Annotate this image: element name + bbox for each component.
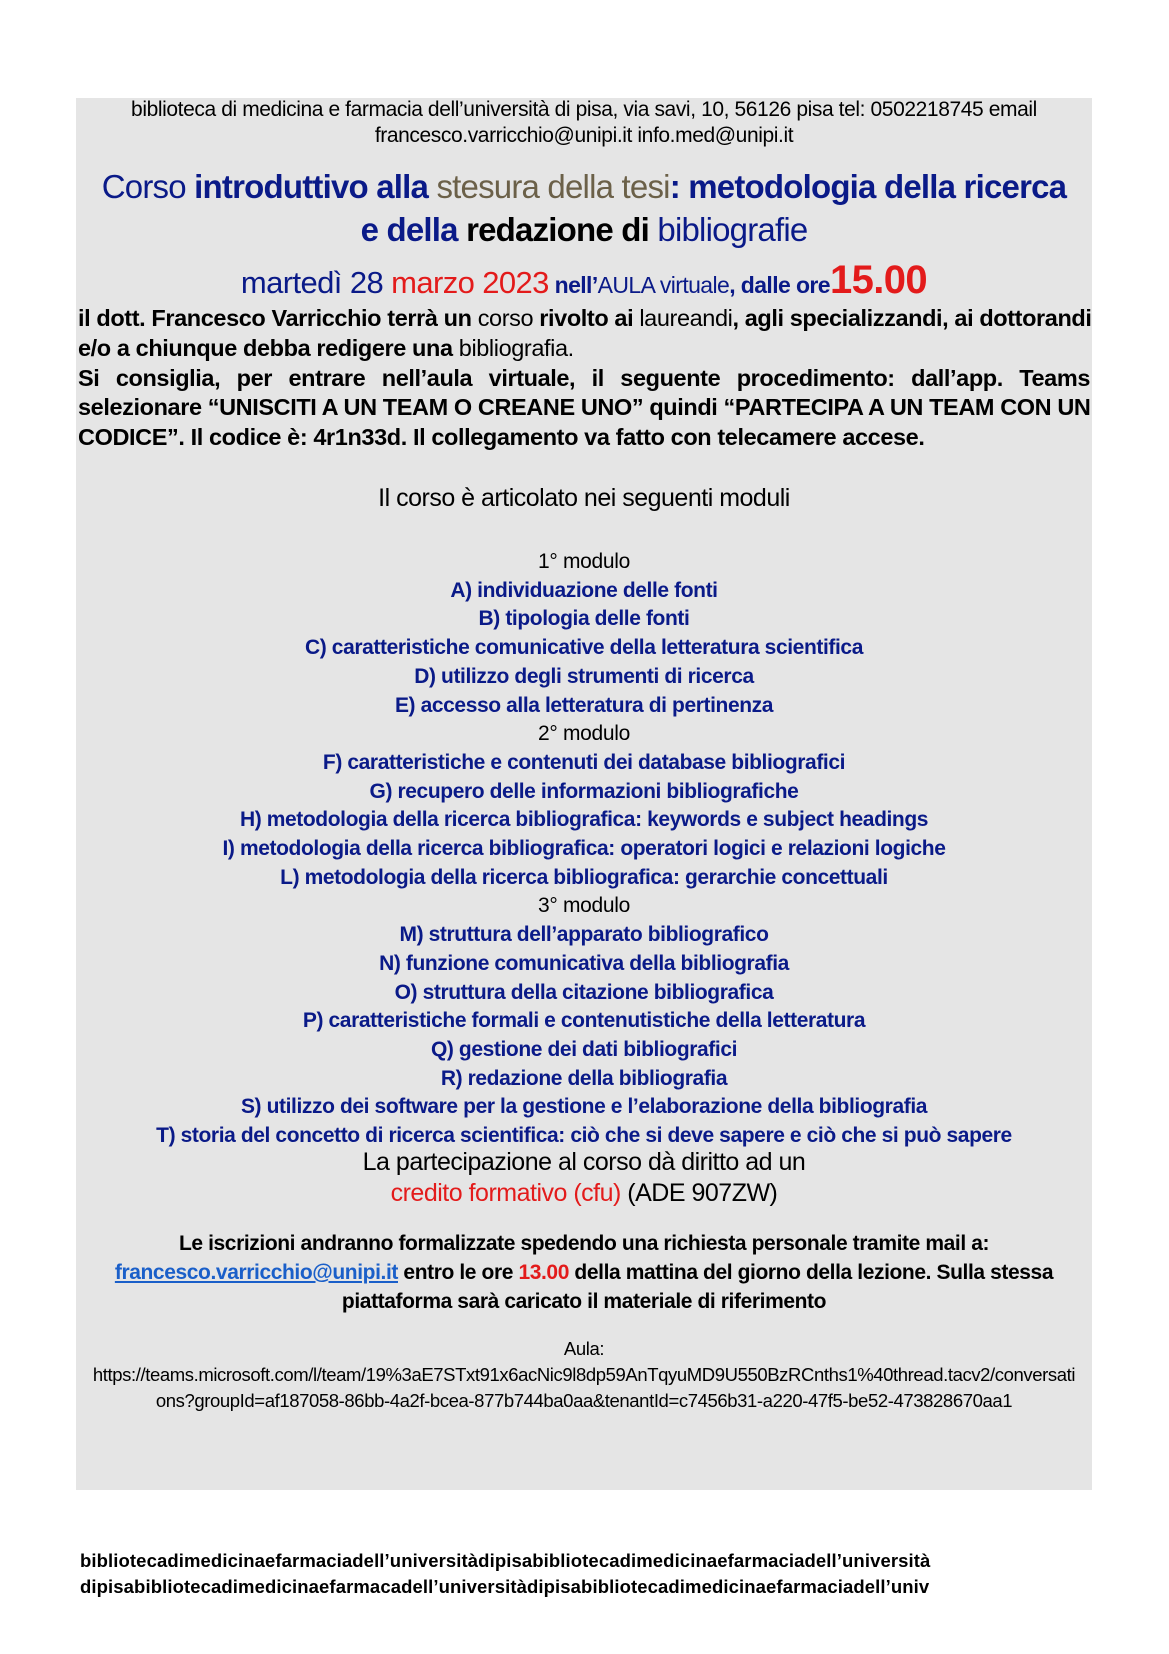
date-day: martedì 28 [240,265,392,300]
intro-line-3: Si consiglia, per entrare nell’aula virtuale, il seguente procedimento: dall’app. Teams [78,365,1090,391]
module-item: G) recupero delle informazioni bibliografiche [369,779,799,803]
intro-line-4: selezionare “UNISCITI A UN TEAM O CREANE UNO” quindi “PARTECIPA A UN TEAM CON UN [78,394,1091,420]
module-label: 3° modulo [537,894,631,918]
registration-time: 13.00 [518,1261,569,1284]
intro-part: il dott. Francesco Varricchio terrà un [78,305,472,331]
intro-part: corso [471,305,540,331]
aula-label: Aula: [563,1338,605,1359]
title-part: introduttivo alla [194,168,429,205]
intro-part: rivolto ai [539,305,634,331]
modules-intro: Il corso è articolato nei seguenti moduli [378,484,790,512]
module-item: E) accesso alla letteratura di pertinenza [394,693,774,717]
intro-part: e/o a chiunque debba redigere una [78,335,453,361]
module-item: N) funzione comunicativa della bibliografia [379,951,789,975]
aula-url-line-2[interactable]: ons?groupId=af187058-86bb-4a2f-bcea-877b744ba0aa&tenantId=c7456b31-a220-47f5-be52-473828670aa1 [155,1390,1013,1411]
date-aula: AULA virtuale [597,272,730,298]
module-item: B) tipologia delle fonti [478,607,690,631]
date-time: 15.00 [829,258,928,302]
intro-line-2 [78,335,1090,362]
module-item: D) utilizzo degli strumenti di ricerca [414,664,754,688]
module-item: Q) gestione dei dati bibliografici [430,1037,738,1061]
intro-part: bibliografia. [452,335,574,361]
intro-part: laureandi [633,305,733,331]
title-part: e della [360,211,467,248]
module-item: T) storia del concetto di ricerca scientifica: ciò che si deve sapere e ciò che si può sapere [156,1124,1012,1147]
title-part: Corso [101,168,195,205]
module-item: O) struttura della citazione bibliografica [394,980,774,1004]
intro-part: , agli specializzandi, ai dottorandi [732,305,1092,331]
intro-line-5: CODICE”. Il codice è: 4r1n33d. Il collegamento va fatto con telecamere accese. [78,424,925,450]
module-item: P) caratteristiche formali e contenutistiche della letteratura [302,1009,866,1033]
registration-line-1: Le iscrizioni andranno formalizzate spedendo una richiesta personale tramite mail a: [178,1232,990,1255]
module-item: L) metodologia della ricerca bibliografica: gerarchie concettuali [280,865,888,889]
title-part: redazione di [466,211,650,248]
module-item: R) redazione della bibliografia [440,1066,728,1090]
flyer-panel [76,98,1092,1490]
title-line-1 [76,168,1092,206]
registration-line-3: piattaforma sarà caricato il materiale di riferimento [341,1290,827,1313]
registration-line-2 [76,1261,1092,1285]
module-item: F) caratteristiche e contenuti dei database bibliografici [322,750,846,774]
credit-line-1: La partecipazione al corso dà diritto ad un [362,1148,806,1176]
module-item: M) struttura dell’apparato bibliografico [399,923,769,947]
module-item: A) individuazione delle fonti [450,578,718,602]
header-line-2: francesco.varricchio@unipi.it info.med@unipi.it [374,124,794,147]
module-item: C) caratteristiche comunicative della letteratura scientifica [305,636,863,660]
date-month: marzo 2023 [391,265,549,300]
module-item: I) metodologia della ricerca bibliografica: operatori logici e relazioni logiche [222,837,946,860]
footer-line-1: bibliotecadimedicinaefarmaciadell’universitàdipisabibliotecadimedicinaefarmaciadell’università [80,1550,931,1571]
credit-line-2 [76,1179,1092,1208]
date-line [76,258,1092,303]
title-part: : metodologia della ricerca [669,168,1067,205]
title-line-2 [76,211,1092,249]
title-part: bibliografie [649,211,808,248]
intro-line-1 [78,305,1090,332]
credit-cfu: credito formativo (cfu) [390,1179,621,1207]
header-line-1: biblioteca di medicina e farmacia dell’università di pisa, via savi, 10, 56126 pisa tel: 0502218745 email [131,98,1037,121]
registration-part: entro le ore [398,1261,519,1284]
module-item: S) utilizzo dei software per la gestione e l’elaborazione della bibliografia [240,1095,928,1119]
module-item: H) metodologia della ricerca bibliografica: keywords e subject headings [239,808,929,832]
registration-part: della mattina del giorno della lezione. Sulla stessa [569,1261,1054,1284]
footer-line-2: dipisabibliotecadimedicinaefarmacadell’universitàdipisabibliotecadimedicinaefarmaciadell’univ [80,1576,930,1597]
credit-code: (ADE 907ZW) [620,1179,778,1207]
title-part: stesura della tesi [428,168,670,205]
email-link[interactable]: francesco.varricchio@unipi.it [114,1261,398,1284]
module-label: 2° modulo [537,722,631,746]
date-dalle: , dalle ore [729,272,830,298]
aula-url-line-1[interactable]: https://teams.microsoft.com/l/team/19%3aE7STxt91x6acNic9l8dp59AnTqyuMD9U550BzRCnths1%40thread.tacv2/conversati [92,1364,1076,1385]
module-label: 1° modulo [537,550,631,573]
date-nell: nell’ [548,272,598,298]
